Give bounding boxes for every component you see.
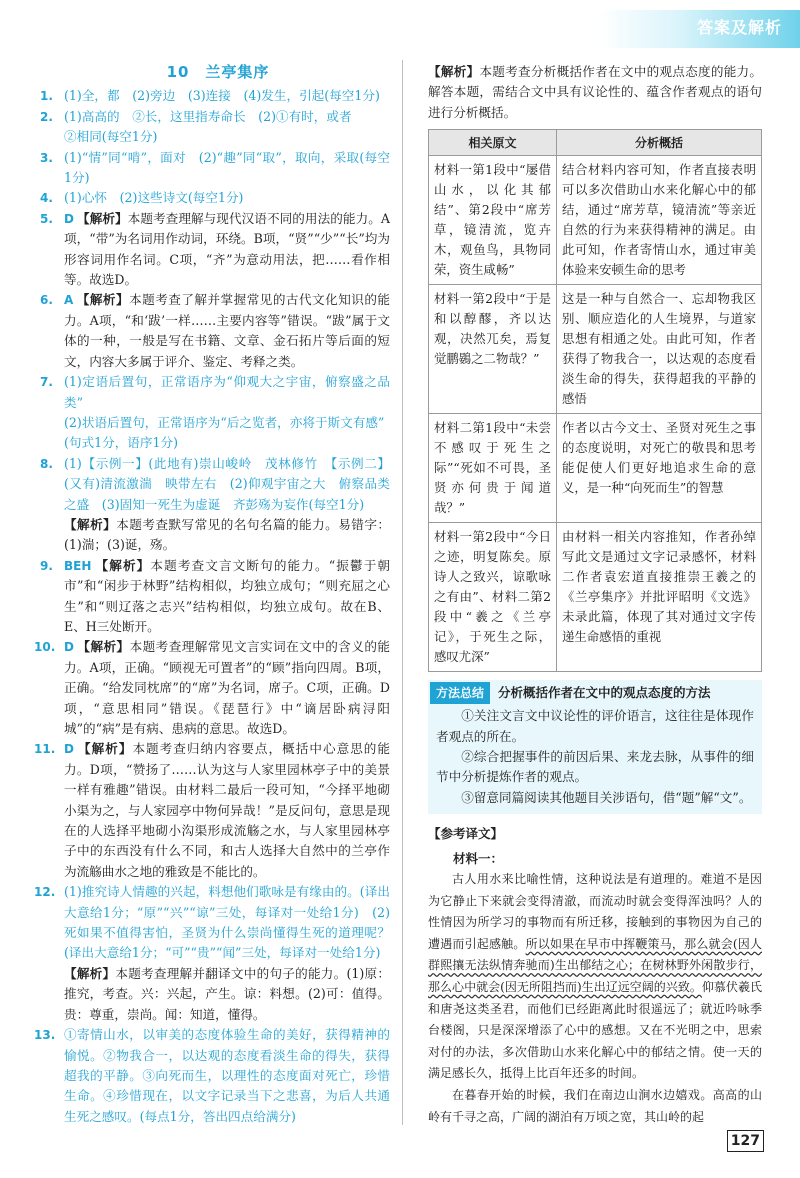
- analysis-label: 【解析】: [94, 557, 151, 573]
- answer-text: ②相同(每空1分): [64, 129, 158, 145]
- analysis-label: 【解析】: [76, 292, 130, 308]
- method-point-3: ③留意同篇阅读其他题目关涉语句，借“题”解“文”。: [461, 789, 752, 805]
- method-title: 分析概括作者在文中的观点态度的方法: [498, 685, 711, 701]
- answer-number: 8.: [40, 456, 53, 471]
- answer-text: (1)全，都 (2)旁边 (3)连接 (4)发生，引起(每空1分): [64, 88, 380, 104]
- answer-number: 12.: [34, 885, 56, 900]
- answer-2: [40, 107, 390, 148]
- page-header: [0, 0, 800, 56]
- left-column: [34, 62, 391, 1127]
- translation-paragraph-2: 在暮春开始的时候，我们在南边山涧水边嬉戏。高高的山岭有千寻之高，广阔的湖泊有万顷之宽，其山岭的起: [428, 1088, 762, 1124]
- answer-5: [40, 209, 390, 291]
- table-header-analysis: 分析概括: [557, 130, 762, 156]
- table-cell-source: 材料二第1段中“未尝不感叹于死生之际”“死如不可畏，圣贤亦何贵于闻道哉？”: [429, 414, 557, 523]
- answer-9: [40, 556, 390, 638]
- table-row: [429, 156, 762, 285]
- answer-text: (1)定语后置句，正常语序为“仰观大之宇宙，俯察盛之品类”: [64, 374, 390, 410]
- column-divider: [402, 60, 403, 1125]
- answer-number: 1.: [40, 89, 53, 104]
- answer-letter: D: [64, 742, 74, 757]
- analysis-label: 【解析】: [428, 64, 480, 79]
- analysis-text: 本题考查分析概括作者在文中的观点态度的能力。解答本题，需结合文中具有议论性的、蕴含作者观点的语句进行分析概括。: [428, 64, 763, 120]
- answer-text: (2)状语后置句，正常语序为“后之览者，亦将于斯文有感”: [64, 414, 385, 430]
- header-title: 答案及解析: [696, 18, 782, 37]
- answer-number: 10.: [34, 640, 56, 655]
- answer-text: (1)“情”同“啃”，面对 (2)“趣”同“取”，取向，采取(每空1分): [64, 149, 390, 186]
- material-label: 材料一：: [453, 850, 504, 866]
- table-cell-source: 材料一第1段中“屡借山水，以化其郁结”、第2段中“席芳草，镜清流，览卉木，观鱼鸟，具物同荣，资生咸畅”: [429, 156, 557, 285]
- table-cell-source: 材料一第2段中“今日之迹，明复陈矣。原诗人之致兴，谅歌咏之有由”、材料二第2段中“羲之《兰亭记》，于死生之际，感叹尤深”: [429, 523, 557, 672]
- analysis-text: 本题考查归纳内容要点，概括中心意思的能力。D项，“赞扬了……认为这与人家里园林亭子中的美景一样有雅趣”错误。由材料二最后一段可知，“今择平地砌小渠为之，与人家园亭中物何异哉！”是反问句，意思是现在的人选择平地砌小沟渠形成流觞之水，与人家里园林亭子中的东西没有什么不同，和古人选择大自然中的兰亭作为流觞曲水之地的雅致是不能比的。: [64, 741, 391, 879]
- answer-letter: D: [64, 640, 74, 655]
- answer-number: 9.: [40, 558, 53, 573]
- analysis-label: 【解析】: [76, 741, 133, 757]
- translation-text: 仰慕伏羲氏和唐尧这类圣君，而他们已经距离此时很遥远了；就近吟咏季台楼阁，只是深深增添了心中的感想。又在不光明之中，思索对付的办法，多次借助山水来化解心中的郁结之情。使一天的满足感长久，抵得上比百年还多的时间。: [428, 980, 762, 1081]
- analysis-text: 本题考查了解并掌握常见的古代文化知识的能力。A项，“和‘跋’一样……主要内容等”错误。“跋”属于文体的一种，一般是写在书籍、文章、金石拓片等后面的短文，内容大多属于评介、鉴定、考释之类。: [64, 292, 391, 369]
- method-summary-box: [428, 680, 762, 814]
- section-title: 10 兰亭集序: [166, 63, 270, 81]
- analysis-text: 本题考查理解常见文言实词在文中的含义的能力。A项，正确。“顾视无可置者”的“顾”指向四周。B项，正确。“给发同枕席”的“席”为名词，席子。C项，正确。D项，“意思相同”错误。《琵琶行》中“谪居卧病浔阳城”的“病”是有病、患病的意思。故选D。: [64, 639, 391, 736]
- method-tag: 方法总结: [430, 682, 490, 704]
- answer-1: [40, 86, 390, 106]
- answer-letter: D: [64, 211, 74, 226]
- analysis-text: 本题考查文言文断句的能力。“振鬱于朝市”和“闲步于林野”结构相似，均独立成句；“则充屈之心生”和“则辽落之志兴”结构相似，均独立成句。故在B、E、H三处断开。: [64, 557, 390, 634]
- answer-number: 4.: [40, 191, 53, 206]
- page-number: 127: [727, 1130, 764, 1152]
- method-point-2: ②综合把握事件的前因后果、来龙去脉，从事件的细节中分析提炼作者的观点。: [436, 749, 754, 785]
- answer-text: (1)心怀 (2)这些诗文(每空1分): [64, 190, 244, 206]
- answer-number: 6.: [40, 293, 53, 308]
- table-cell-analysis: 作者以古今文士、圣贤对死生之事的态度说明，对死亡的敬畏和思考能促使人们更好地追求生命的意义，是一种“向死而生”的智慧: [557, 414, 762, 523]
- table-row: [429, 523, 762, 672]
- table-cell-analysis: 由材料一相关内容推知，作者孙绰写此文是通过文字记录感怀，材料二作者袁宏道直接推崇王羲之的《兰亭集序》并批评昭明《文选》未录此篇，体现了其对通过文字传递生命感悟的重视: [557, 523, 762, 672]
- method-header: [428, 680, 762, 706]
- translation-text: 古人用水来比喻性情，这种说法是有道理的。难道不是因为它静止下来就会变得清澈，而流动时就会变得浑浊吗？人的性情因为所学习的事物而有所迁移，接触到的事物因为自己的遭遇而引起感触。: [428, 872, 762, 951]
- table-cell-source: 材料一第2段中“于是和以醇醪，齐以达观，决然兀矣，焉复觉鹏鷃之二物哉？”: [429, 285, 557, 414]
- answer-number: 7.: [40, 375, 53, 390]
- answer-letter: A: [64, 293, 74, 308]
- translation-paragraph-1: [428, 869, 762, 1085]
- right-column: [428, 62, 762, 1128]
- answer-text: (1)【示例一】(此地有)崇山峻岭 茂林修竹 【示例二】(又有)清流激湍 映带左右 (2)仰观宇宙之大 俯察品类之盛 (3)固知一死生为虚诞 齐彭殇为妄作(每空1分): [64, 455, 390, 512]
- answer-number: 11.: [34, 742, 56, 757]
- answer-3: [40, 148, 390, 189]
- answer-number: 5.: [40, 211, 53, 226]
- answer-number: 3.: [40, 150, 53, 165]
- analysis-label: 【解析】: [76, 639, 130, 655]
- answer-4: [40, 188, 390, 208]
- table-cell-analysis: 这是一种与自然合一、忘却物我区别、顺应造化的人生境界，与道家思想有相通之处。由此可知，作者获得了物我合一，以达观的态度看淡生命的得失，获得超我的平静的感悟: [557, 285, 762, 414]
- q13-analysis: [428, 62, 762, 123]
- table-cell-analysis: 结合材料内容可知，作者直接表明可以多次借助山水来化解心中的郁结，通过“席芳草，镜清流”等亲近自然的行为来获得精神的满足。由此可知，作者寄情山水，通过审美体验来安顿生命的思考: [557, 156, 762, 285]
- answer-11: [34, 739, 391, 882]
- answer-text: (句式1分，语序1分): [64, 435, 179, 451]
- analysis-label: 【解析】: [76, 210, 128, 226]
- table-header-row: [429, 130, 762, 156]
- answer-13: [34, 1025, 390, 1127]
- reference-translation-heading: 【参考译文】: [428, 826, 504, 842]
- answer-text: (1)高高的 ②长，这里指寿命长 (2)①有时，或者: [64, 108, 352, 124]
- answer-10: [34, 637, 391, 739]
- analysis-label: 【解析】: [64, 516, 117, 532]
- analysis-text: 本题考查默写常见的名句名篇的能力。易错字：(1)湍；(3)诞，殇。: [64, 516, 390, 553]
- method-point-1: ①关注文言文中议论性的评价语言，这往往是体现作者观点的所在。: [436, 708, 754, 744]
- analysis-label: 【解析】: [64, 965, 116, 981]
- table-row: [429, 414, 762, 523]
- answer-8: [40, 454, 390, 556]
- answer-text: (1)推究诗人情趣的兴起，料想他们歌咏是有缘由的。(译出大意给1分；“原”“兴”“谅”三处，每译对一处给1分) (2)死如果不值得害怕，圣贤为什么崇尚懂得生死的道理呢？(译出大意给1分；“可”“贵”“闻”三处，每译对一处给1分): [64, 884, 390, 961]
- answer-number: 13.: [34, 1028, 56, 1043]
- table-row: [429, 285, 762, 414]
- answer-letter: BEH: [64, 558, 92, 573]
- analysis-text: 本题考查理解与现代汉语不同的用法的能力。A项，“带”为名词用作动词，环绕。B项，“贤”“少”“长”均为形容词用作名词。C项，“齐”为意动用法，把……看作相等。故选D。: [64, 210, 390, 288]
- answer-12: [34, 882, 390, 1025]
- table-header-source: 相关原文: [429, 130, 557, 156]
- analysis-table: [428, 129, 762, 672]
- analysis-text: 本题考查理解并翻译文中的句子的能力。(1)原：推究，考查。兴：兴起，产生。谅：料想。(2)可：值得。贵：尊重，崇尚。闻：知道，懂得。: [64, 965, 390, 1022]
- answer-text: ①寄情山水，以审美的态度体验生命的美好，获得精神的愉悦。②物我合一，以达观的态度看淡生命的得失，获得超我的平静。③向死而生，以理性的态度面对死亡，珍惜生命。④珍惜现在，以文字记录当下之悲喜，为后人共通生死之感叹。(每点1分，答出四点给满分): [64, 1027, 390, 1124]
- translation-wavy-underlined: 所以如果在早市中挥鞭策马，那么就会(因人群熙攘无法纵情奔驰而)生出郁结之心；在树林野外闲散步行，那么心中就会(因无所阻挡而)生出辽远空阔的兴致。: [428, 936, 762, 995]
- answer-number: 2.: [40, 109, 53, 124]
- answer-6: [40, 290, 391, 372]
- answer-7: [40, 372, 390, 454]
